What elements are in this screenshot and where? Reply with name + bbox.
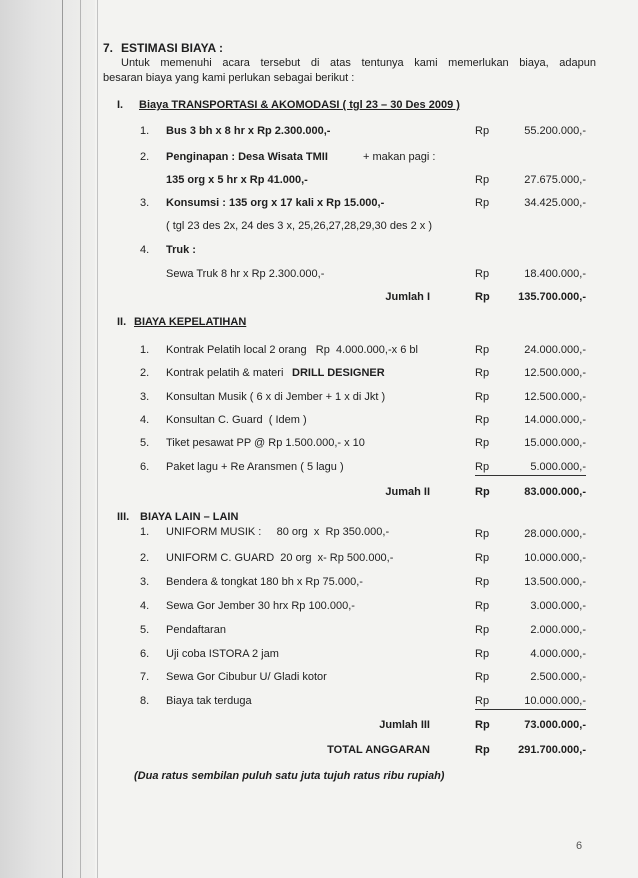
item-currency: Rp <box>475 461 490 473</box>
item-text: Truk : <box>166 244 196 256</box>
item-number: 3. <box>140 391 150 403</box>
item-text: Bendera & tongkat 180 bh x Rp 75.000,- <box>166 576 363 588</box>
item-currency: Rp <box>475 125 490 137</box>
item-number: 1. <box>140 344 150 356</box>
item-amount: 28.000.000,- <box>524 528 586 540</box>
item-text: Sewa Gor Cibubur U/ Gladi kotor <box>166 671 327 683</box>
item-currency: Rp <box>475 695 490 707</box>
item-text: Tiket pesawat PP @ Rp 1.500.000,- x 10 <box>166 437 365 449</box>
item-amount: 15.000.000,- <box>524 437 586 449</box>
item-text: Sewa Gor Jember 30 hrx Rp 100.000,- <box>166 600 355 612</box>
item-currency: Rp <box>475 624 490 636</box>
subtotal-currency: Rp <box>475 486 490 498</box>
item-currency: Rp <box>475 671 490 683</box>
section-title: BIAYA KEPELATIHAN <box>134 316 247 328</box>
item-amount: 4.000.000,- <box>530 648 586 660</box>
item-amount: 18.400.000,- <box>524 268 586 280</box>
item-currency: Rp <box>475 437 490 449</box>
subtotal-label: Jumlah III <box>379 719 430 731</box>
item-text: Paket lagu + Re Aransmen ( 5 lagu ) <box>166 461 344 473</box>
item-line-2: 135 org x 5 hr x Rp 41.000,- <box>166 174 308 186</box>
item-number: 6. <box>140 648 150 660</box>
item-currency: Rp <box>475 414 490 426</box>
item-text: UNIFORM C. GUARD 20 org x- Rp 500.000,- <box>166 552 394 564</box>
item-text: Kontrak pelatih & materi <box>166 367 284 379</box>
item-text: Biaya tak terduga <box>166 695 252 707</box>
heading-title: ESTIMASI BIAYA : <box>121 41 224 55</box>
item-currency: Rp <box>475 344 490 356</box>
section-title: BIAYA LAIN – LAIN <box>140 511 239 523</box>
item-amount: 27.675.000,- <box>524 174 586 186</box>
page-number: 6 <box>576 840 583 852</box>
item-text: Uji coba ISTORA 2 jam <box>166 648 279 660</box>
item-text: Konsultan Musik ( 6 x di Jember + 1 x di Jkt ) <box>166 391 386 403</box>
item-currency: Rp <box>475 197 490 209</box>
section-numeral: I. <box>117 99 124 111</box>
margin-line <box>97 0 98 878</box>
item-number: 1. <box>140 125 150 137</box>
item-amount: 2.000.000,- <box>530 624 586 636</box>
item-number: 7. <box>140 671 150 683</box>
item-line-2: ( tgl 23 des 2x, 24 des 3 x, 25,26,27,28,29,30 des 2 x ) <box>166 220 433 232</box>
item-text: UNIFORM MUSIK : 80 org x Rp 350.000,- <box>166 526 390 538</box>
item-number: 8. <box>140 695 150 707</box>
item-number: 2. <box>140 552 150 564</box>
subtotal-amount: 135.700.000,- <box>518 291 586 303</box>
heading-number: 7. <box>103 41 114 55</box>
item-amount: 12.500.000,- <box>524 367 586 379</box>
item-amount: 34.425.000,- <box>524 197 586 209</box>
item-text: Konsumsi : 135 org x 17 kali x Rp 15.000,- <box>166 197 385 209</box>
item-extra: + makan pagi : <box>363 151 436 163</box>
item-currency: Rp <box>475 552 490 564</box>
item-number: 1. <box>140 526 150 538</box>
subtotal-label: Jumlah I <box>385 291 430 303</box>
item-number: 3. <box>140 576 150 588</box>
item-amount: 5.000.000,- <box>530 461 586 473</box>
item-number: 3. <box>140 197 150 209</box>
item-currency: Rp <box>475 268 490 280</box>
item-currency: Rp <box>475 648 490 660</box>
item-amount: 13.500.000,- <box>524 576 586 588</box>
item-currency: Rp <box>475 367 490 379</box>
item-currency: Rp <box>475 174 490 186</box>
subtotal-currency: Rp <box>475 291 490 303</box>
item-text: Pendaftaran <box>166 624 226 636</box>
section-title: Biaya TRANSPORTASI & AKOMODASI ( tgl 23 – 30 Des 2009 ) <box>139 99 460 111</box>
item-currency: Rp <box>475 600 490 612</box>
intro-line-2: besaran biaya yang kami perlukan sebagai berikut : <box>103 72 355 84</box>
subtotal-label: Jumah II <box>385 486 430 498</box>
item-number: 5. <box>140 624 150 636</box>
item-number: 4. <box>140 244 150 256</box>
item-amount: 24.000.000,- <box>524 344 586 356</box>
margin-line <box>62 0 63 878</box>
grand-total-label: TOTAL ANGGARAN <box>327 744 430 756</box>
item-currency: Rp <box>475 576 490 588</box>
item-currency: Rp <box>475 391 490 403</box>
item-number: 4. <box>140 414 150 426</box>
item-amount: 10.000.000,- <box>524 695 586 707</box>
grand-total-currency: Rp <box>475 744 490 756</box>
item-bold-text: DRILL DESIGNER <box>292 367 385 379</box>
item-text: Konsultan C. Guard ( Idem ) <box>166 414 307 426</box>
item-line-2: Sewa Truk 8 hr x Rp 2.300.000,- <box>166 268 325 280</box>
item-number: 2. <box>140 367 150 379</box>
item-amount: 12.500.000,- <box>524 391 586 403</box>
item-number: 6. <box>140 461 150 473</box>
subtotal-amount: 73.000.000,- <box>524 719 586 731</box>
item-amount: 55.200.000,- <box>524 125 586 137</box>
item-number: 5. <box>140 437 150 449</box>
item-amount: 14.000.000,- <box>524 414 586 426</box>
item-text: Bus 3 bh x 8 hr x Rp 2.300.000,- <box>166 125 331 137</box>
item-number: 2. <box>140 151 150 163</box>
item-number: 4. <box>140 600 150 612</box>
subtotal-amount: 83.000.000,- <box>524 486 586 498</box>
item-currency: Rp <box>475 528 490 540</box>
item-amount: 2.500.000,- <box>530 671 586 683</box>
amount-in-words: (Dua ratus sembilan puluh satu juta tujuh ratus ribu rupiah) <box>134 770 445 782</box>
margin-line <box>80 0 81 878</box>
section-numeral: III. <box>117 511 130 523</box>
item-amount: 10.000.000,- <box>524 552 586 564</box>
item-amount: 3.000.000,- <box>530 600 586 612</box>
subtotal-currency: Rp <box>475 719 490 731</box>
intro-line-1: Untuk memenuhi acara tersebut di atas tentunya kami memerlukan biaya, adapun <box>121 57 596 69</box>
item-text: Penginapan : Desa Wisata TMII <box>166 151 328 163</box>
grand-total-amount: 291.700.000,- <box>518 744 586 756</box>
section-numeral: II. <box>117 316 127 328</box>
item-text: Kontrak Pelatih local 2 orang Rp 4.000.000,-x 6 bl <box>166 344 418 356</box>
